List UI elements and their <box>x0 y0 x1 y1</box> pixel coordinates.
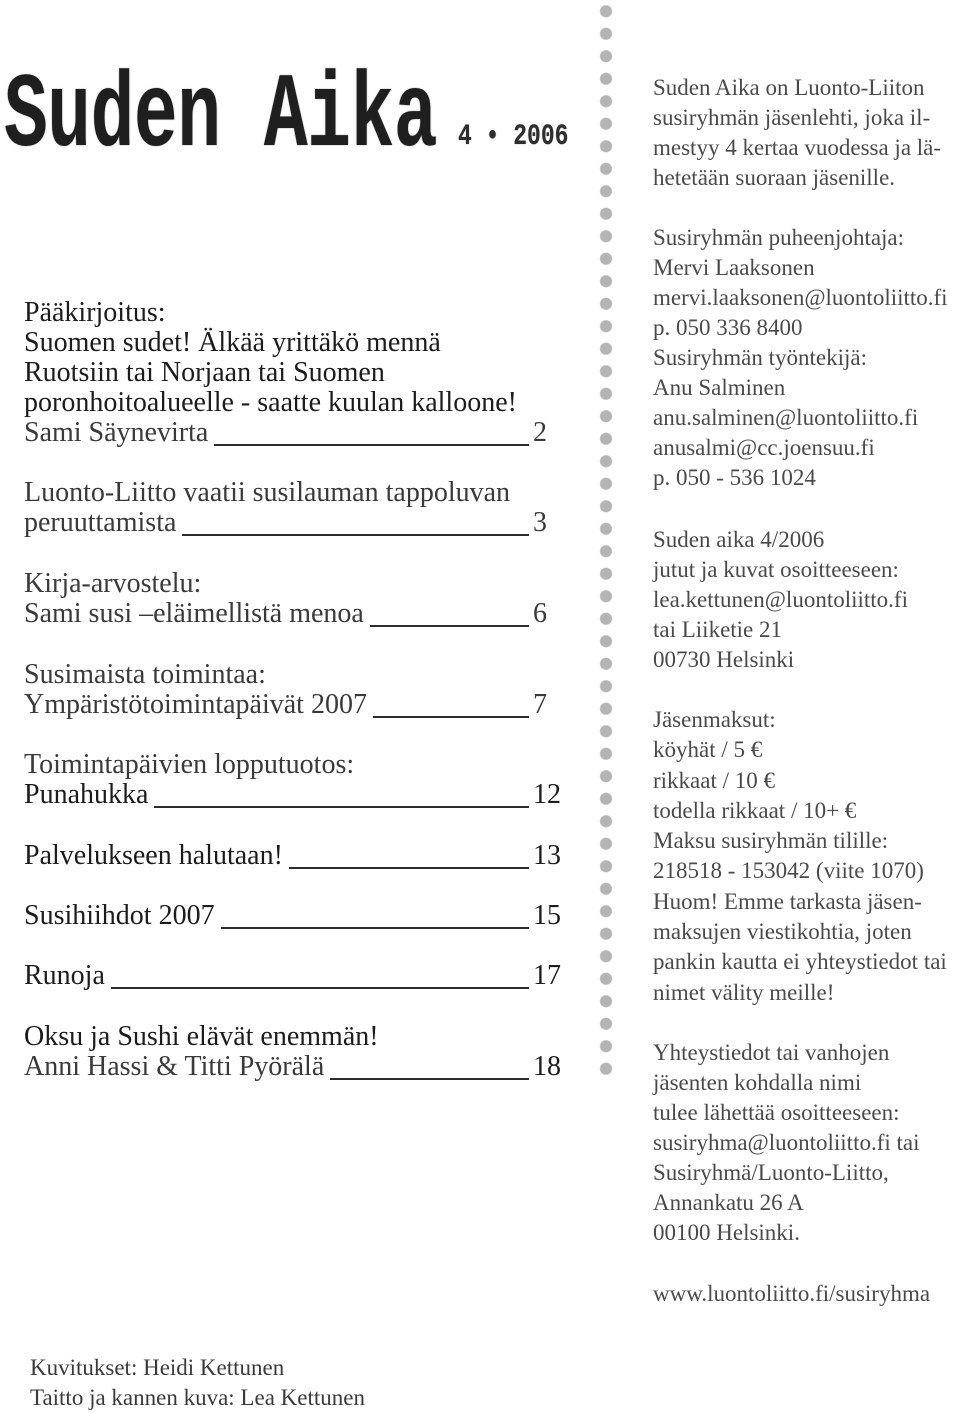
info-line: maksujen viestikohtia, joten <box>653 919 912 945</box>
info-line: Suden Aika on Luonto-Liiton <box>653 75 925 100</box>
info-line: Susiryhmän työntekijä: <box>653 345 868 370</box>
address-text: tai Liiketie 21 <box>653 617 783 642</box>
toc-row <box>24 418 565 448</box>
address-updates-block <box>653 1038 953 1248</box>
toc-title: Ympäristötoimintapäivät 2007 <box>24 689 367 720</box>
toc-leader-line <box>289 867 529 869</box>
toc-title: Anni Hassi & Titti Pyörälä <box>24 1051 325 1082</box>
toc-entry <box>24 478 565 538</box>
email-text: lea.kettunen@luontoliitto.fi <box>653 587 908 612</box>
toc-line: Kirja-arvostelu: <box>24 568 202 599</box>
toc-line: Pääkirjoitus: <box>24 297 166 328</box>
website-url: www.luontoliitto.fi/susiryhma <box>653 1281 931 1306</box>
info-line: nimet välity meille! <box>653 979 835 1005</box>
toc-row <box>24 1052 565 1082</box>
toc-page-number: 17 <box>533 960 561 991</box>
toc-page-number: 3 <box>533 507 547 538</box>
toc-leader-line <box>111 987 529 989</box>
info-line: hetetään suoraan jäsenille. <box>653 165 896 190</box>
dotted-divider <box>599 0 613 1080</box>
info-line: tulee lähettää osoitteeseen: <box>653 1100 900 1125</box>
info-line: Maksu susiryhmän tilille: <box>653 828 889 854</box>
toc-line: Oksu ja Sushi elävät enemmän! <box>24 1021 379 1052</box>
info-line: pankin kautta ei yhteystiedot tai <box>653 949 947 975</box>
membership-block <box>653 705 953 1008</box>
toc-title: Palvelukseen halutaan! <box>24 840 283 871</box>
toc-page-number: 12 <box>533 779 561 810</box>
about-block <box>653 73 953 193</box>
toc-row <box>24 690 565 720</box>
toc-leader-line <box>330 1078 529 1080</box>
toc-title: peruuttamista <box>24 507 177 538</box>
toc-page-number: 15 <box>533 900 561 931</box>
info-line: Suden aika 4/2006 <box>653 527 825 552</box>
info-line: mestyy 4 kertaa vuodessa ja lä- <box>653 135 942 160</box>
toc-title: Runoja <box>24 960 105 991</box>
toc-title: Punahukka <box>24 779 149 810</box>
toc-leader-line <box>373 716 529 718</box>
toc-line: Susimaista toimintaa: <box>24 659 266 690</box>
info-line: Yhteystiedot tai vanhojen <box>653 1040 890 1065</box>
issue-number: 4 • 2006 <box>458 119 569 153</box>
toc-title: Susihiihdot 2007 <box>24 900 215 931</box>
email-text: susiryhma@luontoliitto.fi tai <box>653 1130 920 1155</box>
info-line: jäsenten kohdalla nimi <box>653 1070 862 1095</box>
email-text: anusalmi@cc.joensuu.fi <box>653 435 875 460</box>
illustrations-credit: Kuvitukset: Heidi Kettunen <box>30 1355 285 1380</box>
address-text: Susiryhmä/Luonto-Liitto, <box>653 1160 889 1185</box>
toc-row <box>24 508 565 538</box>
toc-page-number: 2 <box>533 417 547 448</box>
toc-row <box>24 901 565 931</box>
toc-row <box>24 961 565 991</box>
toc-entry <box>24 660 565 720</box>
address-text: 00730 Helsinki <box>653 647 795 672</box>
info-line: Susiryhmän puheenjohtaja: <box>653 225 905 250</box>
toc-line: Suomen sudet! Älkää yrittäkö mennä <box>24 327 441 358</box>
toc-line: poronhoitoalueelle - saatte kuulan kalloone! <box>24 387 517 418</box>
toc-entry <box>24 1022 565 1082</box>
toc-row <box>24 841 565 871</box>
toc-leader-line <box>370 625 529 627</box>
fee-line: rikkaat / 10 € <box>653 767 775 793</box>
phone-text: p. 050 336 8400 <box>653 315 803 340</box>
toc-title: Sami susi –eläimellistä menoa <box>24 598 364 629</box>
credits <box>30 1353 530 1413</box>
toc-entry <box>24 901 565 931</box>
toc-page-number: 7 <box>533 689 547 720</box>
toc-row <box>24 780 565 810</box>
contacts-block <box>653 223 953 493</box>
toc-entry <box>24 569 565 629</box>
toc-row <box>24 599 565 629</box>
toc-entry <box>24 961 565 991</box>
email-text: anu.salminen@luontoliitto.fi <box>653 405 919 430</box>
toc-entry <box>24 750 565 810</box>
toc-title: Sami Säynevirta <box>24 417 209 448</box>
info-line: Anu Salminen <box>653 375 786 400</box>
fee-line: todella rikkaat / 10+ € <box>653 797 857 823</box>
website-block <box>653 1279 953 1309</box>
info-line: Huom! Emme tarkasta jäsen- <box>653 888 922 914</box>
toc-page-number: 13 <box>533 840 561 871</box>
toc-line: Ruotsiin tai Norjaan tai Suomen <box>24 357 385 388</box>
toc-leader-line <box>154 806 529 808</box>
toc-leader-line <box>221 927 529 929</box>
submissions-block <box>653 525 953 675</box>
fee-line: köyhät / 5 € <box>653 737 763 763</box>
toc-line: Luonto-Liitto vaatii susilauman tappoluvan <box>24 477 511 508</box>
account-number: 218518 - 153042 (viite 1070) <box>653 858 924 884</box>
toc-page-number: 18 <box>533 1051 561 1082</box>
toc-leader-line <box>182 534 529 536</box>
info-line: jutut ja kuvat osoitteeseen: <box>653 557 899 582</box>
masthead-title: Suden Aika <box>4 56 438 177</box>
info-line: susiryhmän jäsenlehti, joka il- <box>653 105 931 130</box>
toc-page-number: 6 <box>533 598 547 629</box>
toc-entry-editorial <box>24 298 565 448</box>
address-text: Annankatu 26 A <box>653 1190 804 1215</box>
email-text: mervi.laaksonen@luontoliitto.fi <box>653 285 948 310</box>
toc-line: Toimintapäivien lopputuotos: <box>24 749 355 780</box>
info-line: Mervi Laaksonen <box>653 255 815 280</box>
phone-text: p. 050 - 536 1024 <box>653 465 816 490</box>
info-line: Jäsenmaksut: <box>653 707 776 732</box>
toc-entry <box>24 841 565 871</box>
address-text: 00100 Helsinki. <box>653 1220 800 1245</box>
layout-credit: Taitto ja kannen kuva: Lea Kettunen <box>30 1385 365 1410</box>
toc-leader-line <box>214 444 529 446</box>
